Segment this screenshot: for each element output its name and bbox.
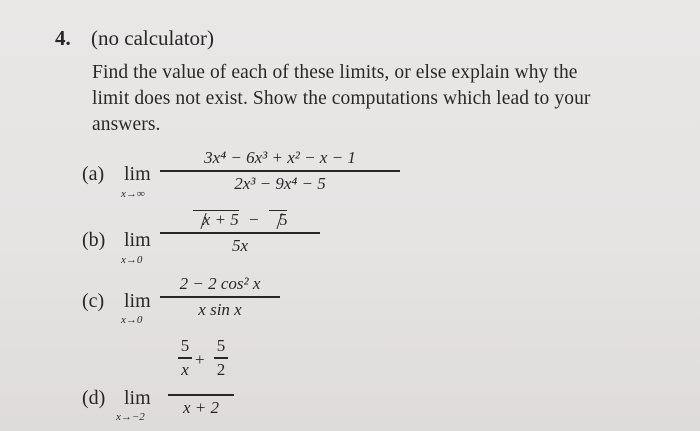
inner-frac-right [214,336,228,380]
lim-word-c: lim [124,290,151,312]
numerator-b [160,210,320,230]
inner-plus: + [195,350,205,369]
item-label-a: (a) [82,163,105,185]
radicand-b: x + 5 [202,210,239,229]
inner-left-bar [178,357,192,359]
numerator-c: 2 − 2 cos² x [179,274,261,293]
inner-right-num: 5 [216,336,226,355]
minus-b: − [248,210,259,229]
sqrt-symbol-2 [269,210,288,230]
lim-approach-a: x→∞ [121,188,145,200]
fraction-a [160,148,400,194]
inner-left-den: x [181,359,189,379]
instruction-line-2: limit does not exist. Show the computations which lead to your [92,88,591,109]
instruction-line-1: Find the value of each of these limits, or else explain why the [92,62,578,83]
denominator-c: x sin x [198,299,242,319]
fraction-bar-b [160,232,320,234]
inner-right-bar [214,357,228,359]
numerator-d [168,336,234,392]
item-label-d: (d) [82,387,106,409]
fraction-bar-d [168,394,234,396]
fraction-b [160,210,320,256]
inner-left-num: 5 [180,336,190,355]
inner-right-den: 2 [216,359,226,379]
problem-number: 4. [55,26,71,50]
denominator-a: 2x³ − 9x⁴ − 5 [234,173,326,193]
numerator-a: 3x⁴ − 6x³ + x² − x − 1 [204,148,356,167]
fraction-c [160,274,280,320]
item-label-c: (c) [82,290,105,312]
lim-word-a: lim [124,163,151,185]
lim-word-b: lim [124,229,151,251]
lim-approach-d: x→−2 [116,411,145,423]
fraction-d [168,336,234,418]
lim-approach-c: x→0 [121,314,143,326]
sqrt-symbol [193,210,239,230]
lim-approach-b: x→0 [121,254,143,266]
item-label-b: (b) [82,229,106,251]
fraction-bar-c [160,296,280,298]
lim-word-d: lim [124,387,151,409]
inner-frac-left [178,336,192,380]
denominator-b: 5x [231,235,249,255]
problem-title: (no calculator) [91,26,215,50]
instruction-line-3: answers. [92,114,161,135]
radicand-b-2: 5 [278,210,288,229]
fraction-bar-a [160,170,400,172]
denominator-d: x + 2 [182,397,220,417]
